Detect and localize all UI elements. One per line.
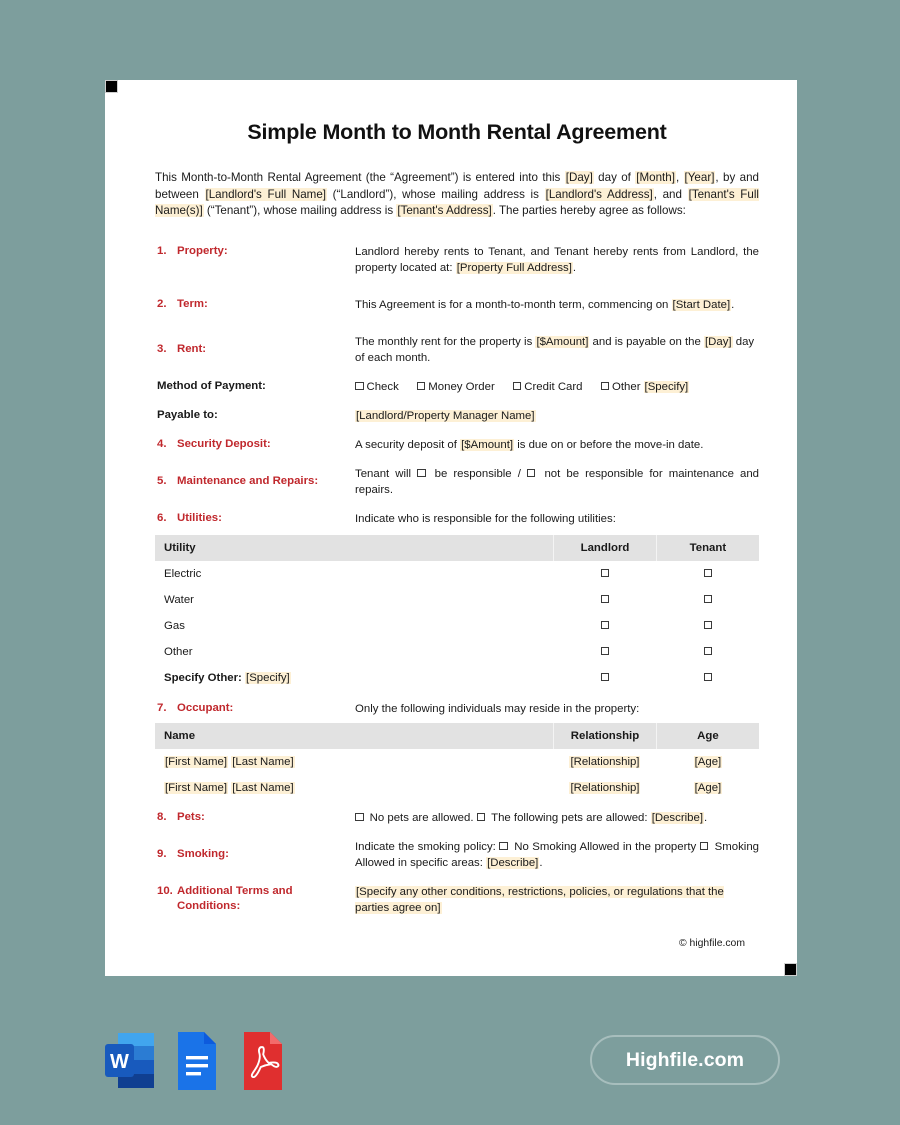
clause-text: No pets are allowed. [366,811,477,824]
occupant-name-cell [155,775,554,801]
payment-option-other[interactable] [601,379,690,395]
checkbox-icon-no-smoking[interactable] [499,842,508,851]
payment-option-credit-card[interactable] [513,379,583,395]
clause-label-text: Occupant: [177,701,234,714]
intro-text: (“Landlord”), whose mailing address is [327,187,545,201]
svg-text:W: W [110,1051,129,1073]
clause-additional-terms-label [155,884,355,915]
document-footer: © highfile.com [679,937,745,949]
corner-marker-bottom-right [784,963,797,976]
clause-occupant-body: Only the following individuals may reside in the property: [355,702,640,715]
utility-landlord-cell[interactable] [554,639,657,665]
clause-maintenance-body [355,466,759,498]
placeholder-relationship: [Relationship] [570,755,640,768]
utility-name: Specify Other: [164,671,246,684]
clause-label-text: Property: [177,244,228,257]
clause-text: The following pets are allowed: [488,811,651,824]
utility-tenant-cell[interactable] [656,639,759,665]
clause-text: . [731,298,735,311]
clause-label-text: Term: [177,297,208,310]
payable-to-body [355,408,759,424]
payment-option-money-order[interactable] [417,379,495,395]
clause-text: A security deposit of [355,438,461,451]
table-row [155,613,759,639]
placeholder-relationship: [Relationship] [570,781,640,794]
placeholder-rent-day: [Day] [704,335,732,348]
clause-additional-terms-body [355,884,759,916]
intro-text: , [675,171,684,184]
clause-text: Landlord hereby rents to Tenant, and Tenant hereby rents from Landlord, the property located at: [355,245,759,274]
clause-label-line-1: Additional Terms and [177,884,293,897]
page-title: Simple Month to Month Rental Agreement [247,120,667,144]
clause-term-label [155,289,355,321]
checkbox-icon[interactable] [417,382,426,391]
checkbox-icon[interactable] [704,569,713,578]
highfile-badge[interactable] [590,1035,780,1085]
placeholder-landlord-address: [Landlord's Address] [545,187,653,201]
placeholder-landlord-name: [Landlord's Full Name] [205,187,326,201]
clause-text: . [572,261,577,274]
utility-name: Water [155,587,554,613]
checkbox-icon[interactable] [601,673,610,682]
clause-maintenance [155,466,759,498]
placeholder-last-name: [Last Name] [232,781,294,794]
format-icon-strip [103,1030,289,1092]
clause-payable-to [155,408,759,424]
intro-text: , by and between [155,171,759,201]
clause-pets-label [155,810,355,826]
checkbox-icon[interactable] [355,382,364,391]
clause-number: 3. [157,342,167,355]
clause-label-line-2: Conditions: [177,900,241,912]
table-header-row [155,723,759,749]
clause-label-text: Smoking: [177,847,229,860]
checkbox-icon[interactable] [704,595,713,604]
clause-number: 2. [157,297,167,310]
column-header-age: Age [656,723,759,749]
utility-specify-other-cell [155,665,554,691]
checkbox-icon[interactable] [513,382,522,391]
occupant-age-cell [656,749,759,775]
payment-option-label: Check [366,380,399,393]
occupant-age-cell [656,775,759,801]
column-header-relationship: Relationship [554,723,657,749]
checkbox-icon[interactable] [704,647,713,656]
payment-option-check[interactable] [355,379,399,395]
clause-number: 1. [157,244,167,257]
clause-number: 10. [157,884,173,897]
checkbox-icon[interactable] [601,621,610,630]
clause-label-text: Maintenance and Repairs: [177,474,319,487]
utility-tenant-cell[interactable] [656,613,759,639]
clause-text: No Smoking Allowed in the property [510,840,700,853]
intro-text: This Month-to-Month Rental Agreement (the “Agreement”) is entered into this [155,171,565,184]
clause-text: The monthly rent for the property is [355,335,536,348]
clause-text: Indicate the smoking policy: [355,840,500,853]
checkbox-icon-not-responsible[interactable] [527,469,536,478]
column-header-utility: Utility [155,535,554,561]
clause-rent-body [355,334,759,366]
clause-text: and is payable on the [589,335,704,348]
clause-smoking [155,839,759,871]
placeholder-first-name: [First Name] [165,781,228,794]
clause-text: . [703,811,708,824]
clause-property-label [155,244,355,260]
clause-number: 7. [157,701,167,714]
clause-number: 6. [157,511,167,524]
utility-name: Other [155,639,554,665]
google-docs-icon[interactable] [169,1030,223,1092]
clause-property-body [355,244,759,276]
checkbox-icon[interactable] [601,569,610,578]
checkbox-icon[interactable] [704,621,713,630]
clause-utilities-body: Indicate who is responsible for the following utilities: [355,512,616,525]
payable-to-label-text: Payable to: [157,408,218,421]
payment-option-label: Credit Card [524,380,583,393]
placeholder-tenant-address: [Tenant's Address] [397,204,492,217]
clause-text: is due on or before the move-in date. [514,438,704,451]
clause-utilities-label [155,511,355,527]
clause-additional-terms [155,884,759,916]
clause-term-body [355,297,759,313]
placeholder-property-address: [Property Full Address] [456,261,572,274]
column-header-tenant: Tenant [656,535,759,561]
occupant-relationship-cell [554,749,657,775]
clause-text: Tenant will [355,467,418,480]
checkbox-icon-responsible[interactable] [417,469,426,478]
clause-property [155,244,759,276]
clause-label-text-wrap [177,884,293,915]
clause-number: 8. [157,810,167,823]
clause-text: This Agreement is for a month-to-month term, commencing on [355,298,672,311]
checkbox-icon-pets-allowed[interactable] [477,813,486,822]
clause-rent [155,334,759,366]
placeholder-day: [Day] [565,171,593,184]
placeholder-start-date: [Start Date] [672,298,731,311]
clause-term [155,289,759,321]
table-row [155,775,759,801]
placeholder-specify-other: [Specify] [246,671,290,684]
clause-label-text: Rent: [177,342,207,355]
payable-to-label [155,408,355,424]
clause-label-text: Utilities: [177,511,222,524]
utility-landlord-cell[interactable] [554,587,657,613]
clause-pets [155,810,759,826]
placeholder-month: [Month] [636,171,675,184]
clause-security-deposit [155,437,759,453]
column-header-landlord: Landlord [554,535,657,561]
placeholder-first-name: [First Name] [165,755,228,768]
clause-number: 4. [157,437,167,450]
checkbox-icon-smoking-allowed[interactable] [700,842,709,851]
placeholder-tenant-name: [Tenant's Full Name(s)] [155,187,759,217]
utility-tenant-cell[interactable] [656,561,759,587]
clause-security-deposit-body [355,437,759,453]
clause-number: 9. [157,847,167,860]
method-of-payment-options [355,379,759,395]
placeholder-payable-to: [Landlord/Property Manager Name] [356,409,535,422]
placeholder-pets-describe: [Describe] [651,811,703,824]
utility-name: Electric [155,561,554,587]
checkbox-icon[interactable] [601,595,610,604]
placeholder-year: [Year] [684,171,715,184]
occupants-table [155,723,759,801]
payment-option-label: Other [612,380,641,393]
table-row [155,665,759,691]
intro-text: , and [653,187,688,201]
checkbox-icon[interactable] [601,647,610,656]
clause-number: 5. [157,474,167,487]
placeholder-last-name: [Last Name] [232,755,294,768]
payment-option-label: Money Order [428,380,495,393]
intro-text: day of [593,171,636,184]
intro-text: (“Tenant”), whose mailing address is [203,204,397,217]
intro-paragraph [155,170,759,220]
highfile-badge-label: Highfile.com [625,1048,745,1071]
intro-text: . The parties hereby agree as follows: [492,204,686,217]
clause-maintenance-label [155,466,355,498]
placeholder-smoking-describe: [Describe] [487,856,539,869]
clause-method-of-payment [155,379,759,395]
clause-text: . [539,856,543,869]
utility-tenant-cell[interactable] [656,587,759,613]
table-row [155,587,759,613]
clause-occupant [155,701,759,717]
clause-utilities [155,511,759,527]
occupants-table-body [155,749,759,801]
bottom-bar [0,1000,900,1125]
checkbox-icon[interactable] [704,673,713,682]
table-row [155,561,759,587]
utility-landlord-cell[interactable] [554,613,657,639]
placeholder-rent-amount: [$Amount] [536,335,589,348]
utilities-table-body [155,561,759,691]
clause-security-deposit-label [155,437,355,453]
placeholder-additional-terms: [Specify any other conditions, restrictions, policies, or regulations that the parties agree on] [355,885,724,914]
checkbox-icon-no-pets[interactable] [355,813,364,822]
checkbox-icon[interactable] [601,382,610,391]
column-header-name: Name [155,723,554,749]
utility-tenant-cell[interactable] [656,665,759,691]
table-row [155,639,759,665]
occupant-name-cell [155,749,554,775]
document-page [105,80,797,976]
placeholder-age: [Age] [694,781,722,794]
clause-pets-body [355,810,759,826]
clause-rent-label [155,334,355,366]
clause-occupant-label [155,701,355,717]
clause-label-text: Pets: [177,810,205,823]
clause-text: day of each month. [355,335,755,364]
utility-name: Gas [155,613,554,639]
placeholder-deposit-amount: [$Amount] [461,438,514,451]
method-of-payment-label-text: Method of Payment: [157,379,266,392]
pdf-icon[interactable] [235,1030,289,1092]
table-row [155,749,759,775]
method-of-payment-label [155,379,355,395]
placeholder-payment-other: [Specify] [644,380,689,393]
clause-text: not be responsible for maintenance and repairs. [355,467,759,496]
utility-landlord-cell[interactable] [554,665,657,691]
corner-marker-top-left [105,80,118,93]
utility-landlord-cell[interactable] [554,561,657,587]
clause-text: be responsible / [428,467,527,480]
occupant-relationship-cell [554,775,657,801]
clause-label-text: Security Deposit: [177,437,271,450]
table-header-row [155,535,759,561]
word-icon[interactable] [103,1030,157,1092]
clause-text: Smoking Allowed in specific areas: [355,840,760,869]
utilities-table [155,535,759,691]
clause-smoking-body [355,839,759,871]
placeholder-age: [Age] [694,755,722,768]
clause-smoking-label [155,839,355,871]
